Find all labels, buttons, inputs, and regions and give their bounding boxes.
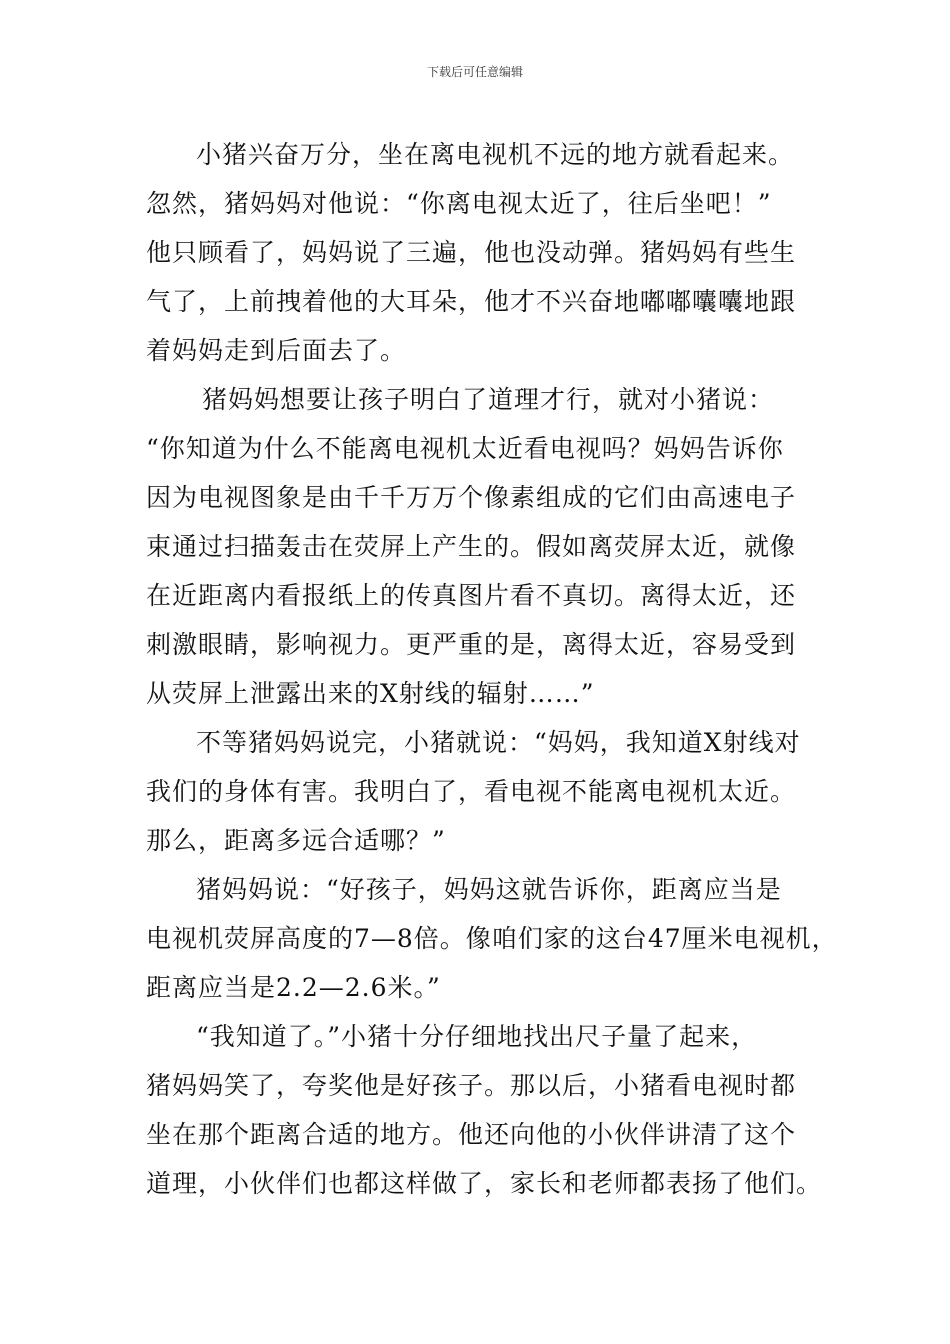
paragraph-2-line-5: 在近距离内看报纸上的传真图片看不真切。离得太近，还 [146, 581, 797, 610]
paragraph-4-line-1: 猪妈妈说：“好孩子，妈妈这就告诉你，距离应当是 [196, 875, 782, 904]
paragraph-2-line-3: 因为电视图象是由千千万万个像素组成的它们由高速电子 [146, 483, 797, 512]
paragraph-4-line-2: 电视机荧屏高度的7—8倍。像咱们家的这台47厘米电视机， [146, 924, 838, 953]
paragraph-2-line-7: 从荧屏上泄露出来的X射线的辐射……” [146, 679, 595, 708]
paragraph-3-line-1: 不等猪妈妈说完，小猪就说：“妈妈，我知道X射线对 [196, 728, 801, 757]
paragraph-5-line-3: 坐在那个距离合适的地方。他还向他的小伙伴讲清了这个 [146, 1120, 797, 1149]
paragraph-3-line-2: 我们的身体有害。我明白了，看电视不能离电视机太近。 [146, 777, 797, 806]
paragraph-2-line-1: 猪妈妈想要让孩子明白了道理才行，就对小猪说： [202, 385, 775, 414]
paragraph-2-line-6: 刺激眼睛，影响视力。更严重的是，离得太近，容易受到 [146, 630, 797, 659]
paragraph-3-line-3: 那么，距离多远合适哪？” [146, 826, 446, 855]
paragraph-2-line-2: “你知道为什么不能离电视机太近看电视吗？妈妈告诉你 [146, 434, 784, 463]
paragraph-2-line-4: 束通过扫描轰击在荧屏上产生的。假如离荧屏太近，就像 [146, 532, 797, 561]
paragraph-4-line-3: 距离应当是2.2—2.6米。” [146, 973, 441, 1002]
paragraph-5-line-4: 道理，小伙伴们也都这样做了，家长和老师都表扬了他们。 [146, 1169, 823, 1198]
paragraph-1-line-2: 忽然，猪妈妈对他说：“你离电视太近了，往后坐吧！” [146, 189, 772, 218]
paragraph-5-line-1: “我知道了。”小猪十分仔细地找出尺子量了起来， [196, 1022, 758, 1051]
paragraph-1-line-5: 着妈妈走到后面去了。 [146, 336, 407, 365]
paragraph-1-line-3: 他只顾看了，妈妈说了三遍，他也没动弹。猪妈妈有些生 [146, 238, 797, 267]
paragraph-1-line-1: 小猪兴奋万分，坐在离电视机不远的地方就看起来。 [196, 140, 795, 169]
document-body [146, 130, 838, 1208]
paragraph-5-line-2: 猪妈妈笑了，夸奖他是好孩子。那以后，小猪看电视时都 [146, 1071, 797, 1100]
paragraph-1-line-4: 气了，上前拽着他的大耳朵，他才不兴奋地嘟嘟囔囔地跟 [146, 287, 797, 316]
page-header: 下载后可任意编辑 [426, 65, 523, 79]
